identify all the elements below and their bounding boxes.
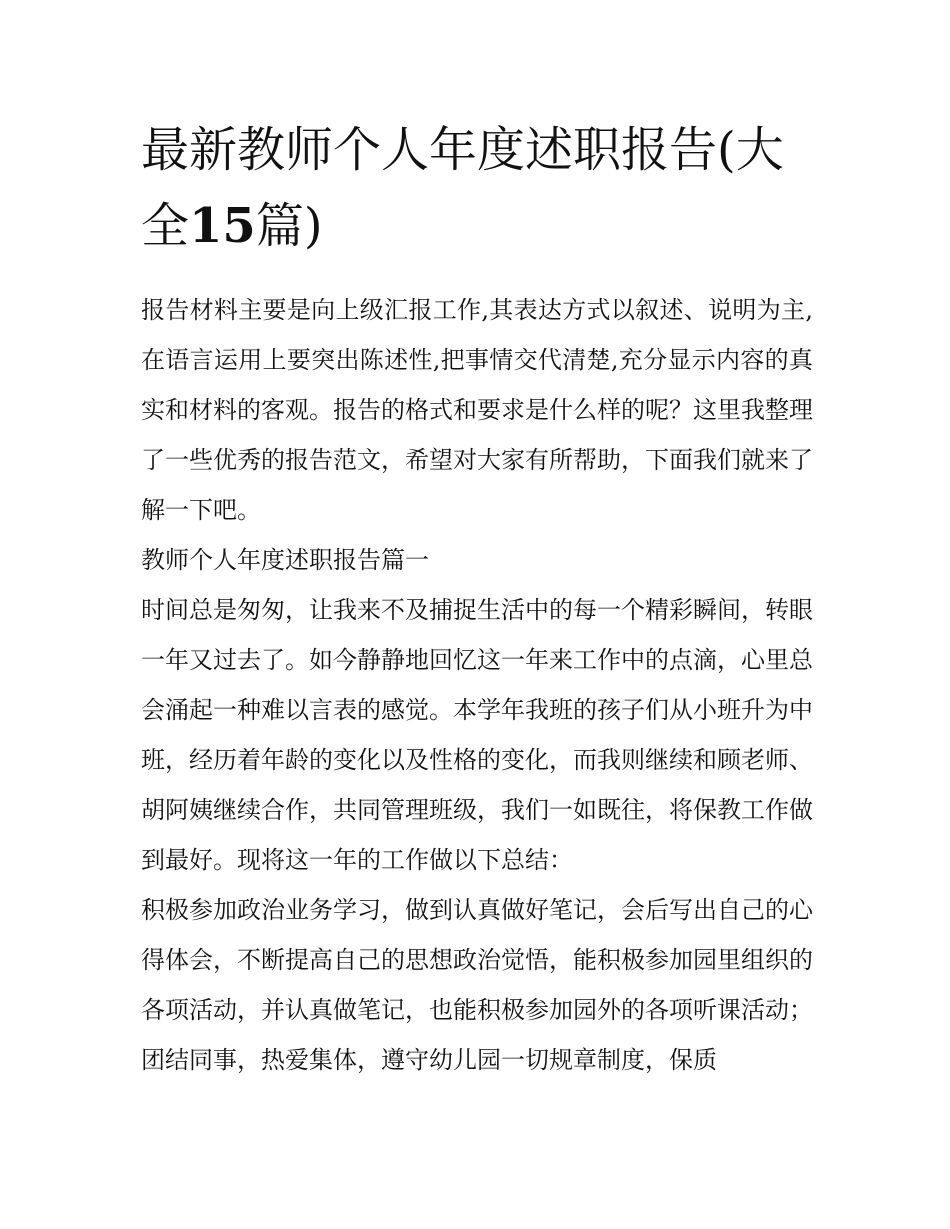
document-title: 最新教师个人年度述职报告(大全15篇) [141,122,784,254]
body-paragraph-2: 积极参加政治业务学习，做到认真做好笔记，会后写出自己的心得体会，不断提高自己的思想政治觉悟，能积极参加园里组织的各项活动，并认真做笔记，也能积极参加园外的各项听课活动；团结同事，热爱集体，遵守幼儿园一切规章制度，保质 [141,896,813,1074]
title-number: 15 [189,198,256,254]
body-paragraph-1: 时间总是匆匆，让我来不及捕捉生活中的每一个精彩瞬间，转眼一年又过去了。如今静静地回忆这一年来工作中的点滴，心里总会涌起一种难以言表的感觉。本学年我班的孩子们从小班升为中班，经历着年龄的变化以及性格的变化，而我则继续和顾老师、胡阿姨继续合作，共同管理班级，我们一如既往，将保教工作做到最好。现将这一年的工作做以下总结： [141,596,813,874]
section-heading: 教师个人年度述职报告篇一 [141,546,429,574]
title-block [141,112,813,264]
document-body [141,112,813,1085]
intro-paragraph: 报告材料主要是向上级汇报工作,其表达方式以叙述、说明为主,在语言运用上要突出陈述性,把事情交代清楚,充分显示内容的真实和材料的客观。报告的格式和要求是什么样的呢？这里我整理了一些优秀的报告范文，希望对大家有所帮助，下面我们就来了解一下吧。 [141,296,813,524]
